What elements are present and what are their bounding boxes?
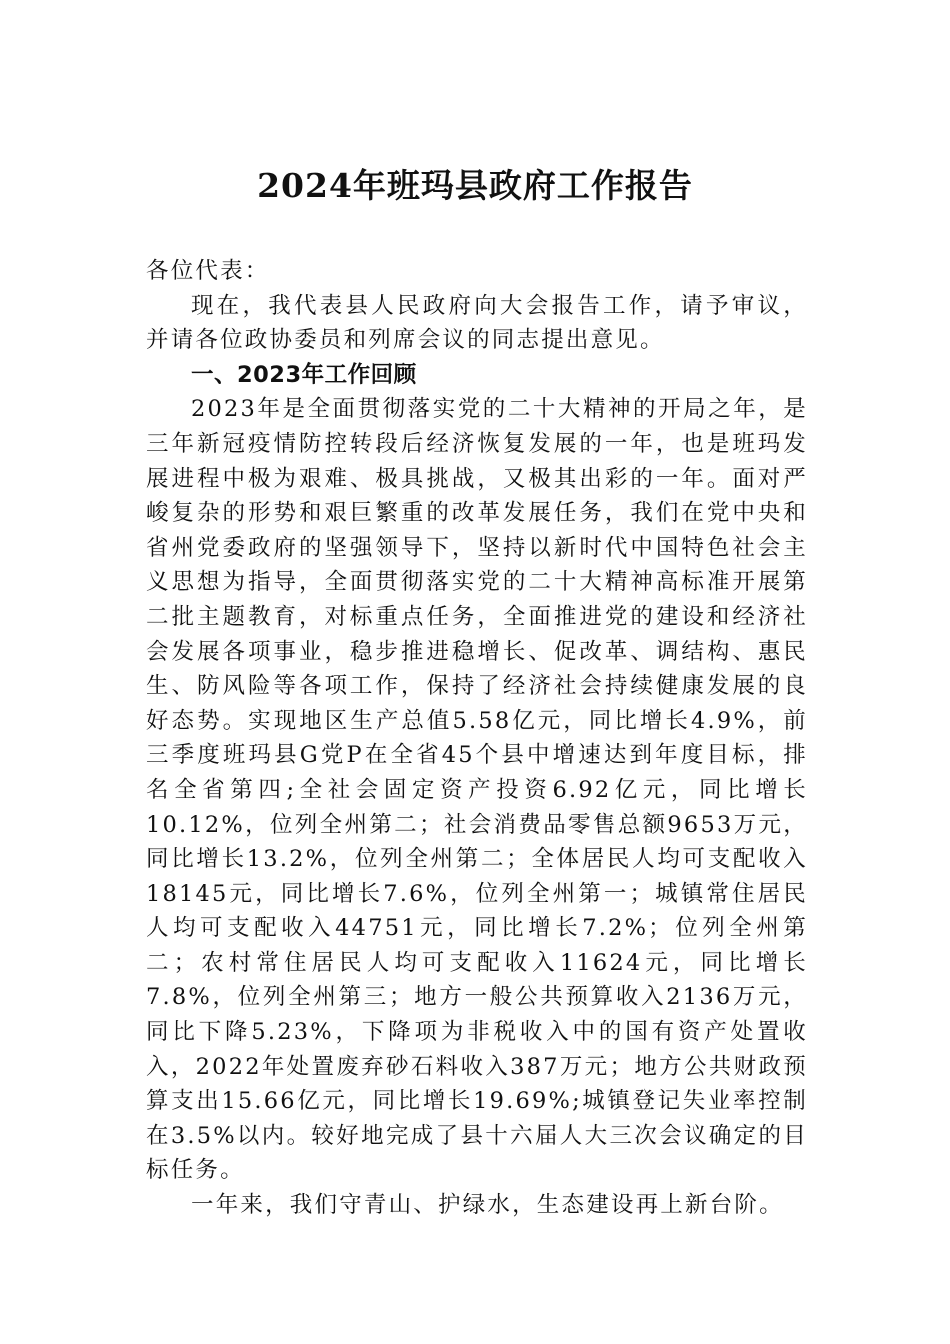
ecology-paragraph: 一年来，我们守青山、护绿水，生态建设再上新台阶。 (191, 1192, 784, 1219)
review-paragraph: 2023年是全面贯彻落实党的二十大精神的开局之年，是三年新冠疫情防控转段后经济恢复发展的一年，也是班玛发展进程中极为艰难、极具挑战，又极其出彩的一年。面对严峻复杂的形势和艰巨繁重的改革发展任务，我们在党中央和省州党委政府的坚强领导下，坚持以新时代中国特色社会主义思想为指导，全面贯彻落实党的二十大精神高标准开展第二批主题教育，对标重点任务，全面推进党的建设和经济社会发展各项事业，稳步推进稳增长、促改革、调结构、惠民生、防风险等各项工作，保持了经济社会持续健康发展的良好态势。实现地区生产总值5.58亿元，同比增长4.9%，前三季度班玛县G党P在全省45个县中增速达到年度目标，排名全省第四;全社会固定资产投资6.92亿元，同比增长10.12%，位列全州第二；社会消费品零售总额9653万元，同比增长13.2%，位列全州第二；全体居民人均可支配收入18145元，同比增长7.6%，位列全州第一；城镇常住居民人均可支配收入44751元，同比增长7.2%；位列全州第二；农村常住居民人均可支配收入11624元，同比增长7.8%，位列全州第三；地方一般公共预算收入2136万元，同比下降5.23%，下降项为非税收入中的国有资产处置收入，2022年处置废弃砂石料收入387万元；地方公共财政预算支出15.66亿元，同比增长19.69%;城镇登记失业率控制在3.5%以内。较好地完成了县十六届人大三次会议确定的目标任务。 (146, 396, 808, 1184)
document-title: 2024年班玛县政府工作报告 (257, 166, 693, 205)
section-heading: 一、2023年工作回顾 (191, 361, 417, 388)
intro-paragraph: 现在，我代表县人民政府向大会报告工作，请予审议，并请各位政协委员和列席会议的同志提出意见。 (146, 292, 808, 354)
document-body (146, 254, 808, 1223)
salutation: 各位代表： (146, 258, 270, 284)
